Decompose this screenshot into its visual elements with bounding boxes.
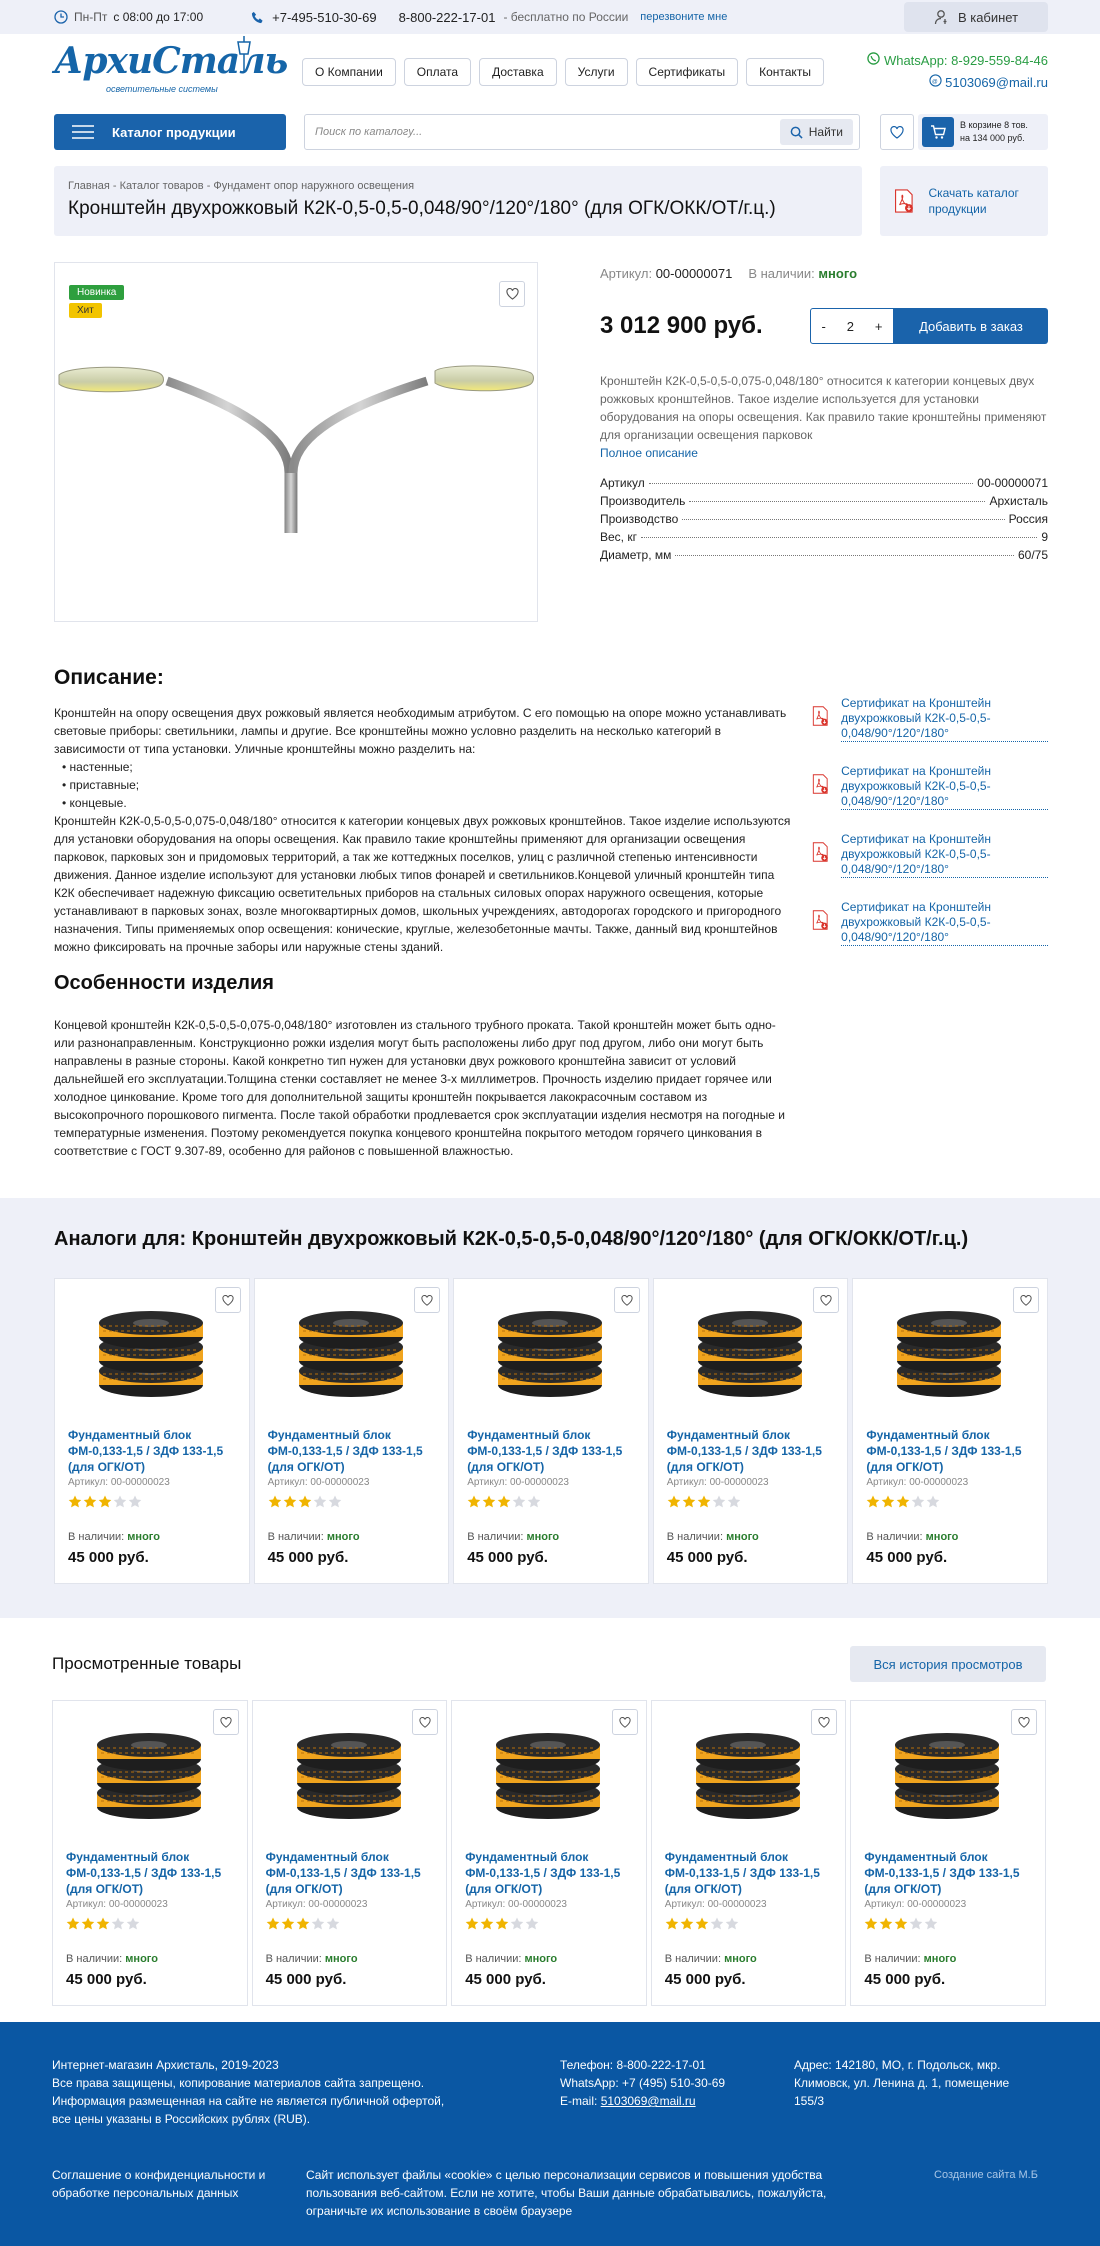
spec-row	[600, 548, 1048, 566]
page-title: Кронштейн двухрожковый К2К-0,5-0,5-0,048/90°/120°/180° (для ОГК/ОКК/ОТ/г.ц.)	[68, 198, 776, 219]
heart-icon	[222, 1295, 234, 1306]
download-catalog[interactable]	[880, 166, 1048, 236]
add-to-order-button[interactable]: Добавить в заказ	[894, 308, 1048, 344]
main-nav	[302, 58, 824, 86]
card-article: Артикул: 00-00000023	[265, 1899, 368, 1910]
card-stock-value: много	[925, 1531, 959, 1543]
certificate-link[interactable]: Сертификат на Кронштейн двухрожковый К2К-0,5-0,5-0,048/90°/120°/180°	[841, 832, 1048, 878]
star-icon	[894, 1917, 908, 1930]
list-item: • настенные;	[62, 758, 794, 776]
search-input[interactable]	[304, 114, 860, 150]
analogs-heading: Аналоги для: Кронштейн двухрожковый К2К-0,5-0,5-0,048/90°/120°/180° (для ОГК/ОКК/ОТ/г.ц.)	[54, 1228, 969, 1250]
star-icon	[665, 1917, 679, 1930]
list-item: • приставные;	[62, 776, 794, 794]
star-icon	[682, 1495, 696, 1508]
card-title[interactable]: Фундаментный блок ФМ-0,133-1,5 / ЗДФ 133-1,5 (для ОГК/ОТ)	[66, 1850, 222, 1896]
card-title[interactable]: Фундаментный блок ФМ-0,133-1,5 / ЗДФ 133-1,5 (для ОГК/ОТ)	[664, 1850, 820, 1896]
card-title[interactable]: Фундаментный блок ФМ-0,133-1,5 / ЗДФ 133-1,5 (для ОГК/ОТ)	[68, 1428, 224, 1474]
article-stock-line	[600, 266, 1048, 281]
viewed-heading: Просмотренные товары	[52, 1654, 242, 1673]
card-stock-value: много	[326, 1531, 360, 1543]
privacy-policy-link[interactable]: Соглашение о конфиденциальности и обработке персональных данных	[52, 2168, 266, 2200]
svg-text:@: @	[931, 78, 938, 85]
card-title[interactable]: Фундаментный блок ФМ-0,133-1,5 / ЗДФ 133-1,5 (для ОГК/ОТ)	[864, 1850, 1020, 1896]
spec-key: Артикул	[600, 476, 645, 490]
certificate-link[interactable]: Сертификат на Кронштейн двухрожковый К2К-0,5-0,5-0,048/90°/120°/180°	[841, 900, 1048, 946]
product-favorite-button[interactable]	[499, 281, 525, 307]
card-stock-value: много	[324, 1953, 358, 1965]
card-stock-label: В наличии:	[267, 1531, 324, 1543]
star-icon	[126, 1917, 140, 1930]
card-title[interactable]: Фундаментный блок ФМ-0,133-1,5 / ЗДФ 133-1,5 (для ОГК/ОТ)	[467, 1428, 623, 1474]
card-stock-value: много	[127, 1531, 160, 1543]
pdf-icon	[812, 764, 829, 804]
star-icon	[527, 1495, 541, 1508]
card-article: Артикул: 00-00000023	[267, 1477, 370, 1488]
heart-icon	[619, 1717, 631, 1728]
star-icon	[328, 1495, 342, 1508]
cable-marker-spool-image[interactable]	[891, 1723, 1003, 1827]
star-icon	[495, 1917, 509, 1930]
logo[interactable]	[54, 40, 290, 100]
heart-icon	[506, 288, 519, 300]
menu-icon	[72, 125, 94, 139]
card-price: 45 000 руб.	[465, 1971, 546, 1988]
card-rating	[66, 1917, 140, 1930]
card-article: Артикул: 00-00000023	[68, 1477, 170, 1488]
cart-button[interactable]	[918, 114, 1048, 150]
star-icon	[909, 1917, 923, 1930]
star-icon	[864, 1917, 878, 1930]
card-stock	[268, 1531, 360, 1543]
spec-value: Архисталь	[989, 494, 1048, 508]
user-icon	[934, 9, 950, 25]
cable-marker-spool-image[interactable]	[93, 1723, 205, 1827]
star-icon	[296, 1917, 310, 1930]
phone-free[interactable]: 8-800-222-17-01	[398, 9, 496, 25]
star-icon	[727, 1495, 741, 1508]
spec-row	[600, 530, 1048, 548]
card-stock	[465, 1953, 557, 1965]
card-price: 45 000 руб.	[666, 1549, 748, 1566]
star-icon	[525, 1917, 539, 1930]
nav-services[interactable]: Услуги	[565, 58, 628, 86]
star-icon	[281, 1917, 295, 1930]
hours-prefix: Пн-Пт	[74, 10, 108, 24]
spec-key: Производитель	[600, 494, 686, 508]
product-card[interactable]	[453, 1278, 649, 1584]
product-card[interactable]	[252, 1700, 448, 2006]
viewed-grid	[52, 1700, 1046, 2006]
card-stock-value: много	[923, 1953, 957, 1965]
clock-icon	[54, 10, 68, 24]
card-stock-label: В наличии:	[864, 1953, 921, 1965]
product-card[interactable]	[54, 1278, 250, 1584]
product-card[interactable]	[852, 1278, 1048, 1584]
pdf-icon	[812, 832, 829, 872]
catalog-label: Каталог продукции	[112, 124, 236, 140]
nav-payment[interactable]: Оплата	[404, 58, 471, 86]
card-stock	[864, 1953, 956, 1965]
footer-whatsapp[interactable]: WhatsApp: +7 (495) 510-30-69	[560, 2076, 726, 2090]
star-icon	[926, 1495, 940, 1508]
cabinet-button[interactable]	[904, 2, 1048, 32]
certificate-item[interactable]	[812, 900, 1048, 968]
card-stock-label: В наличии:	[265, 1953, 322, 1965]
card-stock-label: В наличии:	[866, 1531, 923, 1543]
footer-email-label: E-mail:	[560, 2094, 598, 2108]
article-value: 00-00000071	[655, 266, 733, 281]
footer-copyright	[52, 2056, 492, 2128]
star-icon	[710, 1917, 724, 1930]
description-heading: Описание:	[54, 666, 164, 689]
spec-value: Россия	[1008, 512, 1048, 526]
lantern-logo-icon	[230, 34, 258, 74]
card-stock	[467, 1531, 559, 1543]
logo-subtitle: осветительные системы	[106, 84, 218, 94]
phone-free-note: - бесплатно по России	[503, 10, 629, 24]
spec-key: Диаметр, мм	[600, 548, 672, 562]
card-price: 45 000 руб.	[467, 1549, 548, 1566]
card-article: Артикул: 00-00000023	[666, 1477, 769, 1488]
cable-marker-spool-image[interactable]	[293, 1723, 405, 1827]
product-card[interactable]	[651, 1700, 847, 2006]
card-article: Артикул: 00-00000023	[866, 1477, 969, 1488]
bracket-product-image	[57, 353, 537, 533]
card-stock-label: В наличии:	[465, 1953, 522, 1965]
phone-main[interactable]: +7-495-510-30-69	[272, 9, 377, 25]
spec-key: Производство	[600, 512, 679, 526]
card-stock-value: много	[125, 1953, 158, 1965]
cable-marker-spool-image[interactable]	[494, 1301, 606, 1405]
star-icon	[83, 1495, 97, 1508]
whatsapp-icon	[867, 52, 880, 65]
star-icon	[712, 1495, 726, 1508]
whatsapp-text: WhatsApp: 8-929-559-84-46	[883, 53, 1048, 68]
star-icon	[326, 1917, 340, 1930]
nav-delivery[interactable]: Доставка	[479, 58, 557, 86]
certificate-link[interactable]: Сертификат на Кронштейн двухрожковый К2К-0,5-0,5-0,048/90°/120°/180°	[841, 696, 1048, 742]
phone-icon	[251, 11, 264, 24]
star-icon	[482, 1495, 496, 1508]
heart-icon	[621, 1295, 633, 1306]
card-favorite-button[interactable]	[213, 1709, 239, 1735]
full-description-link[interactable]: Полное описание	[600, 446, 698, 460]
product-card[interactable]	[451, 1700, 647, 2006]
card-price: 45 000 руб.	[267, 1549, 349, 1566]
product-card[interactable]	[850, 1700, 1046, 2006]
product-card[interactable]	[653, 1278, 849, 1584]
card-stock	[665, 1953, 757, 1965]
card-stock-label: В наличии:	[68, 1531, 125, 1543]
footer	[0, 2022, 1100, 2246]
header	[54, 34, 1048, 106]
card-rating	[467, 1495, 541, 1508]
cookie-notice: Сайт использует файлы «cookie» с целью персонализации сервисов и повышения удобства пользования веб-сайтом. Если не хотите, чтобы Ваши данные обрабатывались, пожалуйста, ограничьте их использование в своём браузере	[306, 2168, 827, 2218]
short-description: Кронштейн К2К-0,5-0,5-0,075-0,048/180° относится к категории концевых двух рожковых кронштейнов. Такое изделие используется для установки оборудования на опоры освещения. Как правило такие кронштейны применяют для организации освещения парковок	[600, 374, 1047, 442]
heart-icon	[419, 1717, 431, 1728]
search-button-label: Найти	[808, 125, 843, 139]
star-icon	[128, 1495, 142, 1508]
card-price: 45 000 руб.	[68, 1549, 149, 1566]
card-stock	[68, 1531, 160, 1543]
badge-new: Новинка	[69, 285, 124, 300]
footer-email-link[interactable]: 5103069@mail.ru	[600, 2094, 696, 2108]
heart-icon	[1020, 1295, 1032, 1306]
star-icon	[465, 1917, 479, 1930]
cable-marker-spool-image[interactable]	[692, 1723, 804, 1827]
card-stock	[66, 1953, 158, 1965]
star-icon	[268, 1495, 282, 1508]
footer-line: Интернет-магазин Архисталь, 2019-2023	[52, 2058, 279, 2072]
pdf-icon	[894, 186, 914, 216]
spec-key: Вес, кг	[600, 530, 637, 544]
card-rating	[665, 1917, 739, 1930]
heart-icon	[421, 1295, 433, 1306]
cable-marker-spool-image[interactable]	[492, 1723, 604, 1827]
qty-plus-button[interactable]: +	[874, 318, 883, 334]
spec-value: 60/75	[1017, 548, 1048, 562]
star-icon	[725, 1917, 739, 1930]
features-paragraph: Концевой кронштейн К2К-0,5-0,5-0,075-0,048/180° изготовлен из стального трубного проката. Такой кронштейн может быть одно- или разнонаправленным. Конструкционно рожки изделия могут быть расположены либо друг под другом, либо они могут быть направлены в разные стороны. Какой конкретно тип нужен для установки двух рожкового кронштейна зависит от условий дальнейшей его эксплуатации.Толщина стенки составляет не менее 3-х миллиметров. Прочность изделию придает горячее или холодное цинкование. Кроме того для дополнительной защиты кронштейн покрывается лакокрасочным составом из высокопрочного порошкового пигмента. После такой обработки продлевается срок эксплуатации изделия несмотря на погодные и температурные изменения. Поэтому рекомендуется покупка концевого кронштейна покрытого методом горячего цинкования в соответствие с ГОСТ 9.307-89, особенно для районов с повышенной влажностью.	[54, 1018, 785, 1158]
star-icon	[266, 1917, 280, 1930]
card-stock-value: много	[524, 1953, 558, 1965]
star-icon	[497, 1495, 511, 1508]
specs-list	[600, 476, 1048, 566]
pdf-icon	[812, 900, 829, 940]
star-icon	[695, 1917, 709, 1930]
cart-count: В корзине 8 тов.	[960, 120, 1028, 130]
product-info	[600, 266, 1048, 562]
footer-line: Информация размещенная на сайте не является публичной офертой,	[52, 2094, 445, 2108]
product-card[interactable]	[52, 1700, 248, 2006]
card-favorite-button[interactable]	[811, 1709, 837, 1735]
email-icon	[929, 74, 942, 87]
footer-phone[interactable]: Телефон: 8-800-222-17-01	[560, 2058, 706, 2072]
article-label: Артикул:	[600, 266, 653, 281]
search-icon	[790, 126, 803, 139]
description-paragraph: Кронштейн на опору освещения двух рожковый является необходимым атрибутом. С его помощью на опоре можно устанавливать световые приборы: светильники, лампы и другие. Все кронштейны можно условно разделить на несколько категорий в зависимости от типа установки. Уличные кронштейны можно разделить на:	[54, 706, 787, 756]
product-card[interactable]	[254, 1278, 450, 1584]
card-favorite-button[interactable]	[813, 1287, 839, 1313]
star-icon	[680, 1917, 694, 1930]
star-icon	[111, 1917, 125, 1930]
search-row	[54, 114, 1048, 150]
email-text: 5103069@mail.ru	[945, 75, 1048, 90]
star-icon	[510, 1917, 524, 1930]
callback-link[interactable]: перезвоните мне	[640, 11, 728, 23]
heart-icon	[820, 1295, 832, 1306]
cable-marker-spool-image[interactable]	[694, 1301, 806, 1405]
stock-value: много	[818, 266, 858, 281]
page-header	[54, 166, 862, 236]
heart-icon	[818, 1717, 830, 1728]
search-button[interactable]	[780, 119, 853, 145]
card-stock	[266, 1953, 358, 1965]
features-heading: Особенности изделия	[54, 972, 274, 994]
card-article: Артикул: 00-00000023	[467, 1477, 569, 1488]
card-article: Артикул: 00-00000023	[66, 1899, 168, 1910]
nav-about[interactable]: О Компании	[302, 58, 396, 86]
card-favorite-button[interactable]	[614, 1287, 640, 1313]
star-icon	[881, 1495, 895, 1508]
hours-value: с 08:00 до 17:00	[113, 10, 204, 24]
description-paragraph: Кронштейн К2К-0,5-0,5-0,075-0,048/180° относится к категории концевых двух рожковых кронштейнов. Такое изделие используются для установки оборудования на опоры освещения. Как правило такие кронштейны применяют для организации освещения парковок, парковых зон и придомовых территорий, а так же коттеджных поселков, улиц с различной степенью интенсивности движения. Данное изделие используют для установки любых типов фонарей и светильников.Концевой уличный кронштейн типа К2К обеспечивает надежную фиксацию осветительных приборов на стальных силовых опорах наружного освещения, которые устанавливают в парковых зонах, возле многоквартирных домов, школьных учреждениях, автодорогах городского и пригородного назначения. Типы применяемых опор освещения: конические, круглые, железобетонные мачты. Также, данный вид кронштейнов можно фиксировать на прочные заборы или наружные стены зданий.	[54, 814, 791, 954]
card-favorite-button[interactable]	[612, 1709, 638, 1735]
card-rating	[68, 1495, 142, 1508]
card-price: 45 000 руб.	[66, 1971, 147, 1988]
footer-contacts	[560, 2056, 760, 2110]
star-icon	[98, 1495, 112, 1508]
card-stock-label: В наличии:	[467, 1531, 524, 1543]
card-title[interactable]: Фундаментный блок ФМ-0,133-1,5 / ЗДФ 133-1,5 (для ОГК/ОТ)	[465, 1850, 621, 1896]
card-price: 45 000 руб.	[866, 1549, 948, 1566]
header-contacts	[867, 52, 1048, 90]
certificate-item[interactable]	[812, 764, 1048, 832]
card-rating	[268, 1495, 342, 1508]
star-icon	[81, 1917, 95, 1930]
star-icon	[667, 1495, 681, 1508]
card-rating	[465, 1917, 539, 1930]
star-icon	[924, 1917, 938, 1930]
card-article: Артикул: 00-00000023	[465, 1899, 567, 1910]
star-icon	[911, 1495, 925, 1508]
nav-contacts[interactable]: Контакты	[746, 58, 824, 86]
phones	[251, 10, 727, 25]
card-rating	[866, 1495, 940, 1508]
qty-value[interactable]: 2	[846, 318, 854, 334]
cart-total: на 134 000 руб.	[960, 133, 1025, 143]
logo-text: АрхиСталь	[54, 40, 288, 82]
work-hours	[54, 10, 203, 24]
history-button[interactable]: Вся история просмотров	[850, 1646, 1046, 1682]
star-icon	[311, 1917, 325, 1930]
whatsapp-link[interactable]	[867, 52, 1048, 68]
spec-row	[600, 494, 1048, 512]
card-stock-label: В наличии:	[664, 1953, 722, 1965]
card-rating	[667, 1495, 741, 1508]
card-stock-value: много	[726, 1531, 759, 1543]
card-price: 45 000 руб.	[664, 1971, 746, 1988]
star-icon	[896, 1495, 910, 1508]
analogs-grid	[54, 1278, 1048, 1584]
star-icon	[866, 1495, 880, 1508]
pdf-icon	[812, 696, 829, 736]
card-article: Артикул: 00-00000023	[864, 1899, 967, 1910]
quantity-stepper	[810, 308, 894, 344]
cart-icon	[922, 117, 954, 147]
star-icon	[66, 1917, 80, 1930]
card-rating	[864, 1917, 938, 1930]
heart-icon	[1018, 1717, 1030, 1728]
star-icon	[113, 1495, 127, 1508]
breadcrumb[interactable]: Главная - Каталог товаров - Фундамент опор наружного освещения	[68, 180, 415, 192]
spec-value: 00-00000071	[977, 476, 1048, 490]
star-icon	[96, 1917, 110, 1930]
card-article: Артикул: 00-00000023	[664, 1899, 767, 1910]
catalog-button[interactable]	[54, 114, 286, 150]
card-price: 45 000 руб.	[864, 1971, 946, 1988]
list-item: • концевые.	[62, 794, 794, 812]
spec-value: 9	[1041, 530, 1048, 544]
card-favorite-button[interactable]	[1013, 1287, 1039, 1313]
star-icon	[68, 1495, 82, 1508]
stock-label: В наличии:	[748, 266, 815, 281]
description-body	[54, 704, 794, 956]
card-stock-label: В наличии:	[66, 1953, 123, 1965]
qty-minus-button[interactable]: -	[821, 318, 826, 334]
card-stock	[667, 1531, 759, 1543]
card-favorite-button[interactable]	[414, 1287, 440, 1313]
star-icon	[298, 1495, 312, 1508]
star-icon	[480, 1917, 494, 1930]
email-link[interactable]	[867, 74, 1048, 90]
card-title[interactable]: Фундаментный блок ФМ-0,133-1,5 / ЗДФ 133-1,5 (для ОГК/ОТ)	[666, 1428, 822, 1474]
product-price: 3 012 900 руб.	[600, 312, 763, 339]
card-favorite-button[interactable]	[1011, 1709, 1037, 1735]
card-price: 45 000 руб.	[265, 1971, 347, 1988]
spec-row	[600, 512, 1048, 530]
bracket-types-list	[54, 758, 794, 812]
certificates-list	[812, 696, 1048, 968]
certificate-item[interactable]	[812, 832, 1048, 900]
search-placeholder: Поиск по каталогу...	[315, 126, 423, 138]
top-bar	[0, 0, 1100, 34]
star-icon	[283, 1495, 297, 1508]
cable-marker-spool-image[interactable]	[295, 1301, 407, 1405]
card-stock-value: много	[724, 1953, 757, 1965]
cable-marker-spool-image[interactable]	[893, 1301, 1005, 1405]
card-title[interactable]: Фундаментный блок ФМ-0,133-1,5 / ЗДФ 133-1,5 (для ОГК/ОТ)	[866, 1428, 1022, 1474]
card-stock	[866, 1531, 958, 1543]
footer-line: все цены указаны в Российских рублях (RUB).	[52, 2112, 311, 2126]
nav-certificates[interactable]: Сертификаты	[636, 58, 739, 86]
card-favorite-button[interactable]	[215, 1287, 241, 1313]
card-title[interactable]: Фундаментный блок ФМ-0,133-1,5 / ЗДФ 133-1,5 (для ОГК/ОТ)	[267, 1428, 423, 1474]
star-icon	[313, 1495, 327, 1508]
star-icon	[879, 1917, 893, 1930]
site-credit[interactable]: Создание сайта М.Б	[934, 2169, 1038, 2181]
badge-hit: Хит	[69, 303, 102, 318]
cable-marker-spool-image[interactable]	[95, 1301, 207, 1405]
card-rating	[266, 1917, 340, 1930]
card-stock-label: В наличии:	[666, 1531, 724, 1543]
star-icon	[697, 1495, 711, 1508]
heart-icon	[220, 1717, 232, 1728]
cabinet-label: В кабинет	[957, 9, 1019, 25]
star-icon	[467, 1495, 481, 1508]
card-title[interactable]: Фундаментный блок ФМ-0,133-1,5 / ЗДФ 133-1,5 (для ОГК/ОТ)	[265, 1850, 421, 1896]
footer-line: Все права защищены, копирование материалов сайта запрещено.	[52, 2076, 425, 2090]
card-stock-value: много	[526, 1531, 560, 1543]
download-catalog-label: Скачать каталог продукции	[928, 186, 1019, 216]
star-icon	[512, 1495, 526, 1508]
heart-icon	[890, 126, 904, 139]
certificate-link[interactable]: Сертификат на Кронштейн двухрожковый К2К-0,5-0,5-0,048/90°/120°/180°	[841, 764, 1048, 810]
certificate-item[interactable]	[812, 696, 1048, 764]
features-body	[54, 1016, 794, 1160]
footer-address: Адрес: 142180, МО, г. Подольск, мкр. Климовск, ул. Ленина д. 1, помещение 155/3	[794, 2058, 1010, 2108]
card-favorite-button[interactable]	[412, 1709, 438, 1735]
favorites-button[interactable]	[880, 114, 914, 150]
product-image-box	[54, 262, 538, 622]
spec-row	[600, 476, 1048, 494]
